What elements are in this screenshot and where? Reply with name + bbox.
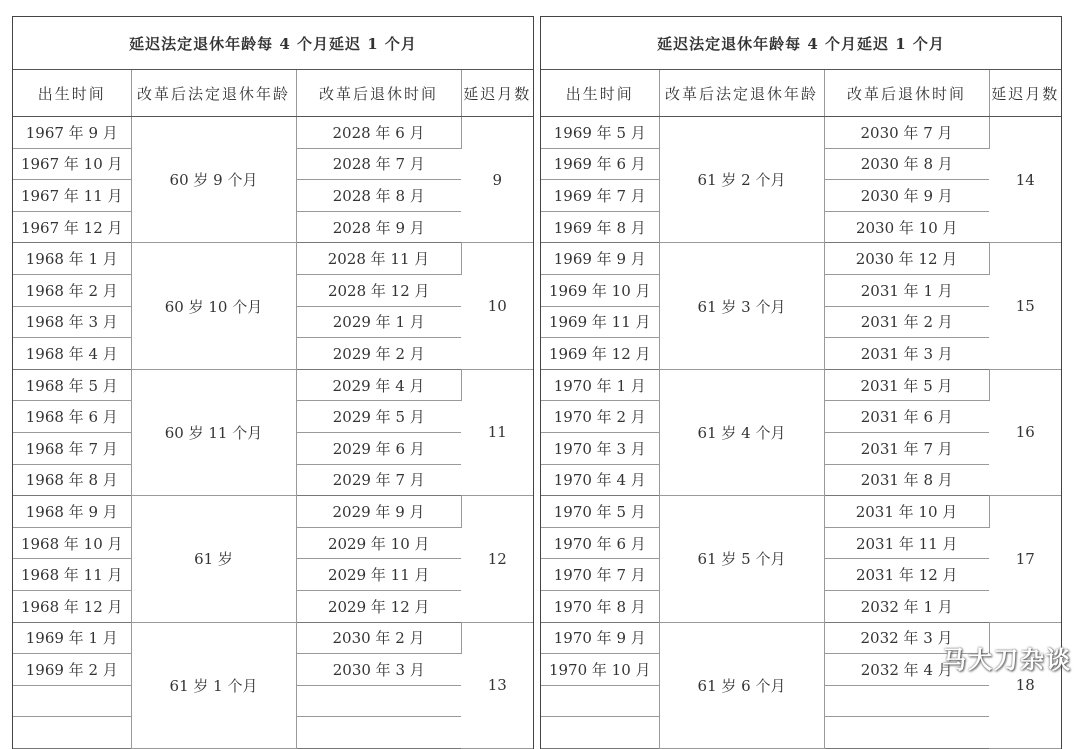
retirement-time-cell: 2030 年 7 月 (824, 117, 989, 149)
retirement-time-cell: 2031 年 10 月 (824, 496, 989, 528)
retirement-time-cell: 2032 年 1 月 (824, 590, 989, 622)
retirement-age-cell: 60 岁 9 个月 (131, 117, 296, 243)
retirement-time-cell (824, 717, 989, 749)
column-header: 延迟月数 (989, 70, 1061, 117)
birth-time-cell (13, 685, 131, 717)
column-header: 改革后退休时间 (296, 70, 461, 117)
table-row (541, 243, 1061, 275)
delay-months-cell: 11 (461, 369, 533, 495)
birth-time-cell: 1968 年 10 月 (13, 527, 131, 559)
retirement-time-cell: 2031 年 5 月 (824, 369, 989, 401)
birth-time-cell: 1967 年 11 月 (13, 180, 131, 212)
birth-time-cell: 1970 年 9 月 (541, 622, 659, 654)
birth-time-cell: 1969 年 12 月 (541, 338, 659, 370)
retirement-age-cell: 60 岁 10 个月 (131, 243, 296, 369)
birth-time-cell: 1968 年 5 月 (13, 369, 131, 401)
column-header: 改革后法定退休年龄 (659, 70, 824, 117)
birth-time-cell: 1969 年 8 月 (541, 211, 659, 243)
table-row (541, 369, 1061, 401)
retirement-time-cell (296, 685, 461, 717)
delay-months-cell: 9 (461, 117, 533, 243)
table-row (541, 117, 1061, 149)
left-panel (12, 16, 533, 749)
birth-time-cell: 1968 年 3 月 (13, 306, 131, 338)
delay-months-cell: 12 (461, 496, 533, 622)
retirement-time-cell: 2028 年 9 月 (296, 211, 461, 243)
birth-time-cell: 1968 年 12 月 (13, 590, 131, 622)
birth-time-cell: 1969 年 2 月 (13, 654, 131, 686)
retirement-age-cell: 61 岁 2 个月 (659, 117, 824, 243)
retirement-time-cell: 2030 年 8 月 (824, 148, 989, 180)
retirement-time-cell: 2028 年 6 月 (296, 117, 461, 149)
birth-time-cell: 1967 年 12 月 (13, 211, 131, 243)
column-header: 改革后退休时间 (824, 70, 989, 117)
birth-time-cell: 1969 年 5 月 (541, 117, 659, 149)
retirement-time-cell: 2029 年 12 月 (296, 590, 461, 622)
birth-time-cell: 1968 年 9 月 (13, 496, 131, 528)
delay-months-cell: 13 (461, 622, 533, 748)
birth-time-cell: 1969 年 10 月 (541, 274, 659, 306)
retirement-time-cell: 2029 年 11 月 (296, 559, 461, 591)
retirement-time-cell: 2031 年 3 月 (824, 338, 989, 370)
birth-time-cell: 1970 年 8 月 (541, 590, 659, 622)
birth-time-cell: 1967 年 9 月 (13, 117, 131, 149)
birth-time-cell: 1970 年 7 月 (541, 559, 659, 591)
retirement-time-cell: 2029 年 7 月 (296, 464, 461, 496)
birth-time-cell: 1968 年 8 月 (13, 464, 131, 496)
birth-time-cell: 1970 年 1 月 (541, 369, 659, 401)
table-row (541, 496, 1061, 528)
birth-time-cell: 1969 年 9 月 (541, 243, 659, 275)
retirement-time-cell: 2031 年 11 月 (824, 527, 989, 559)
birth-time-cell: 1969 年 6 月 (541, 148, 659, 180)
birth-time-cell: 1969 年 1 月 (13, 622, 131, 654)
birth-time-cell: 1967 年 10 月 (13, 148, 131, 180)
table-row (13, 369, 533, 401)
table-title: 延迟法定退休年龄每 4 个月延迟 1 个月 (13, 17, 533, 70)
table-title: 延迟法定退休年龄每 4 个月延迟 1 个月 (541, 17, 1061, 70)
retirement-table-left (13, 17, 533, 749)
retirement-age-cell: 61 岁 (131, 496, 296, 622)
retirement-time-cell: 2031 年 2 月 (824, 306, 989, 338)
retirement-time-cell (824, 685, 989, 717)
birth-time-cell: 1970 年 2 月 (541, 401, 659, 433)
table-row (13, 243, 533, 275)
delay-months-cell: 15 (989, 243, 1061, 369)
birth-time-cell: 1968 年 4 月 (13, 338, 131, 370)
retirement-time-cell: 2032 年 4 月 (824, 654, 989, 686)
retirement-time-cell: 2029 年 5 月 (296, 401, 461, 433)
column-header: 延迟月数 (461, 70, 533, 117)
retirement-age-cell: 61 岁 1 个月 (131, 622, 296, 748)
retirement-time-cell: 2030 年 2 月 (296, 622, 461, 654)
retirement-age-cell: 61 岁 4 个月 (659, 369, 824, 495)
delay-months-cell: 17 (989, 496, 1061, 622)
column-header: 改革后法定退休年龄 (131, 70, 296, 117)
retirement-time-cell: 2032 年 3 月 (824, 622, 989, 654)
retirement-time-cell: 2029 年 1 月 (296, 306, 461, 338)
retirement-age-cell: 61 岁 3 个月 (659, 243, 824, 369)
birth-time-cell: 1970 年 10 月 (541, 654, 659, 686)
panel-divider (533, 16, 541, 749)
retirement-time-cell: 2030 年 3 月 (296, 654, 461, 686)
delay-months-cell: 14 (989, 117, 1061, 243)
retirement-age-cell: 61 岁 6 个月 (659, 622, 824, 748)
retirement-time-cell: 2029 年 10 月 (296, 527, 461, 559)
retirement-tables (12, 16, 1062, 749)
table-row (13, 117, 533, 149)
retirement-time-cell (296, 717, 461, 749)
column-header: 出生时间 (541, 70, 659, 117)
birth-time-cell: 1970 年 3 月 (541, 432, 659, 464)
delay-months-cell: 10 (461, 243, 533, 369)
column-header: 出生时间 (13, 70, 131, 117)
birth-time-cell: 1970 年 5 月 (541, 496, 659, 528)
retirement-time-cell: 2029 年 6 月 (296, 432, 461, 464)
retirement-time-cell: 2031 年 8 月 (824, 464, 989, 496)
birth-time-cell (541, 717, 659, 749)
retirement-time-cell: 2030 年 12 月 (824, 243, 989, 275)
birth-time-cell: 1970 年 4 月 (541, 464, 659, 496)
retirement-age-cell: 60 岁 11 个月 (131, 369, 296, 495)
retirement-time-cell: 2028 年 7 月 (296, 148, 461, 180)
retirement-time-cell: 2029 年 4 月 (296, 369, 461, 401)
retirement-time-cell: 2028 年 12 月 (296, 274, 461, 306)
watermark-logo: 马大刀杂谈 (942, 646, 1072, 674)
birth-time-cell (541, 685, 659, 717)
retirement-time-cell: 2030 年 10 月 (824, 211, 989, 243)
birth-time-cell: 1968 年 2 月 (13, 274, 131, 306)
retirement-time-cell: 2028 年 11 月 (296, 243, 461, 275)
retirement-time-cell: 2028 年 8 月 (296, 180, 461, 212)
table-row (13, 622, 533, 654)
table-row (13, 496, 533, 528)
birth-time-cell: 1970 年 6 月 (541, 527, 659, 559)
birth-time-cell: 1969 年 11 月 (541, 306, 659, 338)
retirement-age-cell: 61 岁 5 个月 (659, 496, 824, 622)
birth-time-cell (13, 717, 131, 749)
retirement-time-cell: 2031 年 1 月 (824, 274, 989, 306)
retirement-time-cell: 2029 年 2 月 (296, 338, 461, 370)
birth-time-cell: 1969 年 7 月 (541, 180, 659, 212)
retirement-time-cell: 2031 年 6 月 (824, 401, 989, 433)
right-panel (541, 16, 1062, 749)
birth-time-cell: 1968 年 11 月 (13, 559, 131, 591)
birth-time-cell: 1968 年 6 月 (13, 401, 131, 433)
retirement-time-cell: 2031 年 12 月 (824, 559, 989, 591)
delay-months-cell: 18 (989, 622, 1061, 748)
retirement-time-cell: 2029 年 9 月 (296, 496, 461, 528)
birth-time-cell: 1968 年 1 月 (13, 243, 131, 275)
delay-months-cell: 16 (989, 369, 1061, 495)
retirement-time-cell: 2031 年 7 月 (824, 432, 989, 464)
retirement-time-cell: 2030 年 9 月 (824, 180, 989, 212)
birth-time-cell: 1968 年 7 月 (13, 432, 131, 464)
